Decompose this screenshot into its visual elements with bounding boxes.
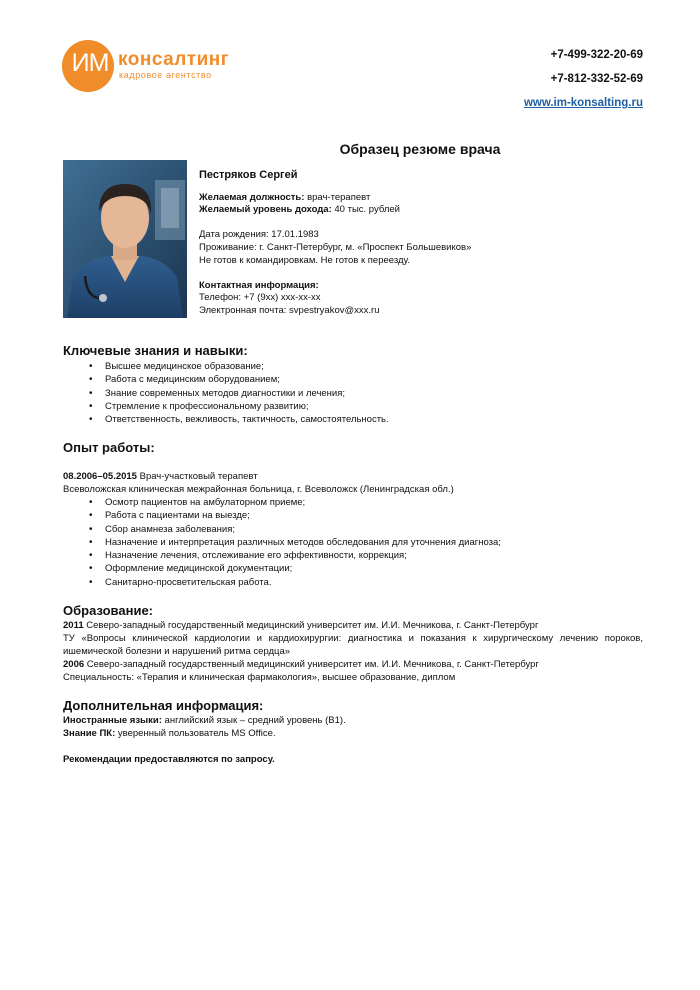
pc-skills-label: Знание ПК: xyxy=(63,728,116,739)
education-year: 2011 xyxy=(63,620,84,631)
list-item: • Стремление к профессиональному развитию; xyxy=(63,400,643,413)
contact-phone-2: +7-812-332-52-69 xyxy=(550,73,643,85)
experience-heading: Опыт работы: xyxy=(63,440,155,455)
education-institution: Северо-западный государственный медицинский университет им. И.И. Мечникова, г. Санкт-Петербург xyxy=(84,659,539,670)
document-title: Образец резюме врача xyxy=(339,141,501,157)
references-note: Рекомендации предоставляются по запросу. xyxy=(63,754,275,765)
list-item: • Сбор анамнеза заболевания; xyxy=(63,523,643,536)
education-year: 2006 xyxy=(63,659,85,670)
pc-skills-value: уверенный пользователь MS Office. xyxy=(115,728,276,739)
languages-row xyxy=(63,714,643,727)
education-entries xyxy=(63,619,643,684)
candidate-name: Пестряков Сергей xyxy=(199,169,298,181)
travel-relocation: Не готов к командировкам. Не готов к переезду. xyxy=(199,254,410,266)
additional-heading: Дополнительная информация: xyxy=(63,698,264,713)
list-item: • Назначение лечения, отслеживание его эффективности, коррекция; xyxy=(63,549,643,562)
desired-position-value: врач-терапевт xyxy=(304,191,371,203)
pc-skills-row xyxy=(63,727,643,740)
education-specialty: Специальность: «Терапия и клиническая фармакология», высшее образование, диплом xyxy=(63,672,456,683)
desired-income xyxy=(199,204,639,217)
job-entry xyxy=(63,470,643,496)
contact-phone-1: +7-499-322-20-69 xyxy=(550,49,643,61)
education-entry-2006 xyxy=(63,658,643,671)
desired-income-value: 40 тыс. рублей xyxy=(331,204,400,216)
company-logo xyxy=(62,40,237,92)
skills-heading: Ключевые знания и навыки: xyxy=(63,343,248,358)
logo-mark: ИМ xyxy=(71,49,109,77)
list-item: • Назначение и интерпретация различных методов обследования для уточнения диагноза; xyxy=(63,536,643,549)
candidate-phone: Телефон: +7 (9хх) ххх-хх-хх xyxy=(199,292,321,304)
languages-value: английский язык – средний уровень (B1). xyxy=(161,715,346,726)
duties-list xyxy=(63,496,643,589)
list-item: • Работа с пациентами на выезде; xyxy=(63,509,643,522)
logo-name: консалтинг xyxy=(118,49,230,70)
candidate-photo xyxy=(63,160,187,318)
job-role: Врач-участковый терапевт xyxy=(136,471,258,482)
education-heading: Образование: xyxy=(63,603,154,618)
birth-date: Дата рождения: 17.01.1983 xyxy=(199,229,319,241)
education-entry-2011 xyxy=(63,619,643,632)
additional-info xyxy=(63,714,643,740)
list-item: • Знание современных методов диагностики и лечения; xyxy=(63,387,643,400)
desired-position xyxy=(199,192,639,205)
website-link[interactable]: www.im-konsalting.ru xyxy=(523,97,643,109)
personal-info xyxy=(199,169,639,318)
list-item: • Осмотр пациентов на амбулаторном приеме; xyxy=(63,496,643,509)
header-contacts xyxy=(524,43,643,115)
job-period: 08.2006–05.2015 xyxy=(63,471,137,482)
list-item: • Высшее медицинское образование; xyxy=(63,360,643,373)
job-title-row xyxy=(63,470,643,483)
candidate-email: Электронная почта: svpestryakov@xxx.ru xyxy=(199,304,380,316)
education-course: ТУ «Вопросы клинической кардиологии и кардиохирургии: диагностика и показания к хирургическому лечению пороков, ишемической болезни и нарушений ритма сердца» xyxy=(63,633,643,657)
list-item: • Работа с медицинским оборудованием; xyxy=(63,373,643,386)
list-item: • Ответственность, вежливость, тактичность, самостоятельность. xyxy=(63,413,643,426)
list-item: • Оформление медицинской документации; xyxy=(63,562,643,575)
logo-subtitle: кадровое агентство xyxy=(119,70,212,80)
list-item: • Санитарно-просветительская работа. xyxy=(63,576,643,589)
job-employer: Всеволожская клиническая межрайонная больница, г. Всеволожск (Ленинградская обл.) xyxy=(63,484,454,495)
logo-circle xyxy=(62,40,114,92)
desired-income-label: Желаемый уровень дохода: xyxy=(199,204,332,216)
languages-label: Иностранные языки: xyxy=(63,715,162,726)
residence: Проживание: г. Санкт-Петербург, м. «Проспект Большевиков» xyxy=(199,241,472,253)
education-institution: Северо-западный государственный медицинский университет им. И.И. Мечникова, г. Санкт-Петербург xyxy=(83,620,539,631)
contact-info-label: Контактная информация: xyxy=(199,279,319,291)
desired-position-label: Желаемая должность: xyxy=(199,191,305,203)
skills-list xyxy=(63,360,643,426)
